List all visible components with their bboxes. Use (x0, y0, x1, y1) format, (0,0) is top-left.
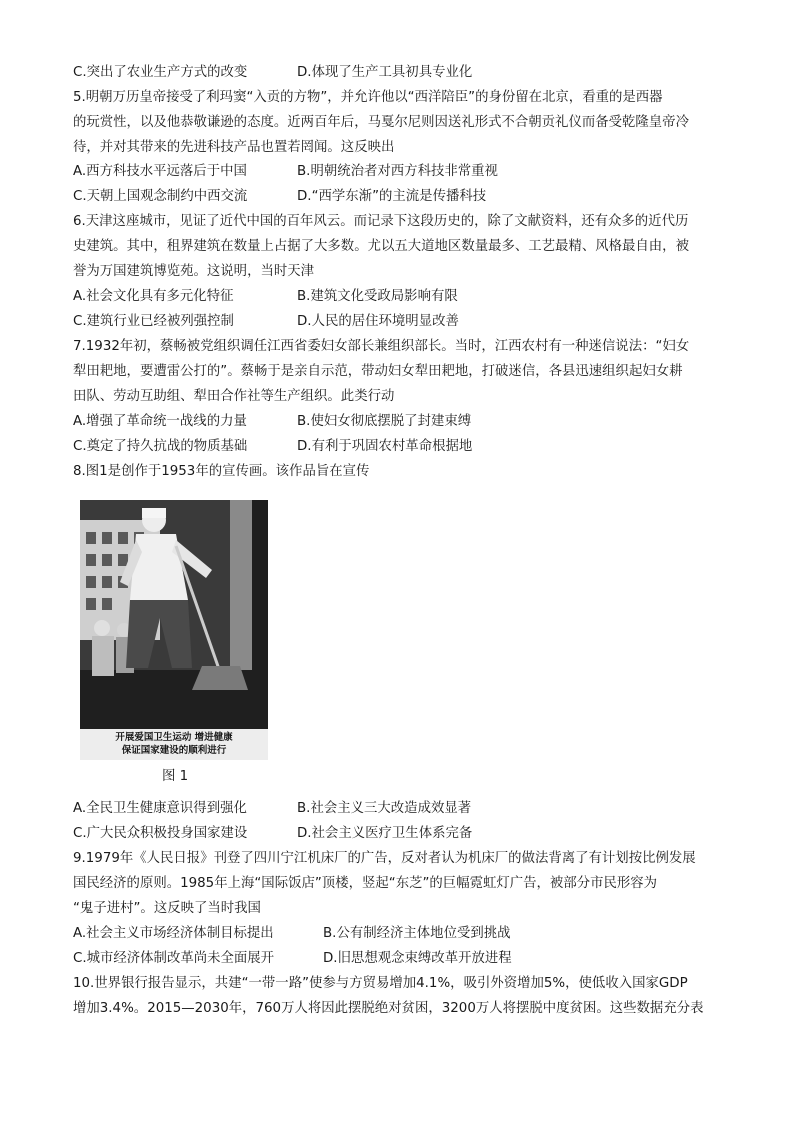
q5-stem-line-1: 5.明朝万历皇帝接受了利玛窦“入贡的方物”，并允许他以“西洋陪臣”的身份留在北京，看重的是西器 (73, 90, 663, 105)
q8-option-c[interactable]: C.广大民众积极投身国家建设 (73, 826, 248, 841)
figure-label: 图 1 (162, 769, 189, 784)
q6-option-c[interactable]: C.建筑行业已经被列强控制 (73, 314, 234, 329)
q4-option-c[interactable]: C.突出了农业生产方式的改变 (73, 65, 248, 80)
propaganda-poster-image (80, 500, 268, 760)
q7-stem-line-1: 7.1932年初，蔡畅被党组织调任江西省委妇女部长兼组织部长。当时，江西农村有一种迷信说法：“妇女 (73, 339, 690, 354)
q9-option-b[interactable]: B.公有制经济主体地位受到挑战 (323, 926, 511, 941)
q7-stem-line-3: 田队、劳动互助组、犁田合作社等生产组织。此类行动 (73, 389, 395, 404)
q6-stem-line-2: 史建筑。其中，租界建筑在数量上占据了大多数。尤以五大道地区数量最多、工艺最精、风格最自由，被 (73, 239, 689, 254)
poster-caption-band (80, 729, 268, 760)
q6-option-b[interactable]: B.建筑文化受政局影响有限 (297, 289, 458, 304)
q9-stem-line-3: “鬼子进村”。这反映了当时我国 (73, 901, 261, 916)
q5-stem-line-2: 的玩赏性，以及他恭敬谦逊的态度。近两百年后，马戛尔尼则因送礼形式不合朝贡礼仪而备受乾隆皇帝冷 (73, 115, 689, 130)
q9-option-a[interactable]: A.社会主义市场经济体制目标提出 (73, 926, 274, 941)
q8-option-d[interactable]: D.社会主义医疗卫生体系完备 (297, 826, 473, 841)
poster-artwork (80, 500, 268, 729)
q5-stem-line-3: 待，并对其带来的先进科技产品也置若罔闻。这反映出 (73, 140, 395, 155)
q7-option-b[interactable]: B.使妇女彻底摆脱了封建束缚 (297, 414, 472, 429)
q6-stem-line-3: 誉为万国建筑博览苑。这说明，当时天津 (73, 264, 315, 279)
q10-stem-line-1: 10.世界银行报告显示，共建“一带一路”使参与方贸易增加4.1%，吸引外资增加5%，使低收入国家GDP (73, 976, 688, 991)
q8-stem-line-1: 8.图1是创作于1953年的宣传画。该作品旨在宣传 (73, 464, 370, 479)
q4-option-d[interactable]: D.体现了生产工具初具专业化 (297, 65, 473, 80)
q9-stem-line-1: 9.1979年《人民日报》刊登了四川宁江机床厂的广告，反对者认为机床厂的做法背离了有计划按比例发展 (73, 851, 696, 866)
q6-stem-line-1: 6.天津这座城市，见证了近代中国的百年风云。而记录下这段历史的，除了文献资料，还有众多的近代历 (73, 214, 689, 229)
q7-option-c[interactable]: C.奠定了持久抗战的物质基础 (73, 439, 248, 454)
poster-caption-line-1: 开展爱国卫生运动 增进健康 (115, 732, 233, 743)
q8-option-b[interactable]: B.社会主义三大改造成效显著 (297, 801, 472, 816)
q7-option-a[interactable]: A.增强了革命统一战线的力量 (73, 414, 247, 429)
q9-option-d[interactable]: D.旧思想观念束缚改革开放进程 (323, 951, 512, 966)
q7-stem-line-2: 犁田耙地，要遭雷公打的”。蔡畅于是亲自示范，带动妇女犁田耙地，打破迷信，各县迅速组织起妇女耕 (73, 364, 683, 379)
q10-stem-line-2: 增加3.4%。2015—2030年，760万人将因此摆脱绝对贫困，3200万人将摆脱中度贫困。这些数据充分表 (73, 1001, 704, 1016)
poster-caption-line-2: 保证国家建设的顺利进行 (121, 745, 227, 756)
q5-option-c[interactable]: C.天朝上国观念制约中西交流 (73, 189, 248, 204)
q5-option-a[interactable]: A.西方科技水平远落后于中国 (73, 164, 247, 179)
q6-option-d[interactable]: D.人民的居住环境明显改善 (297, 314, 459, 329)
q9-stem-line-2: 国民经济的原则。1985年上海“国际饭店”顶楼，竖起“东芝”的巨幅霓虹灯广告，被部分市民形容为 (73, 876, 658, 891)
q9-option-c[interactable]: C.城市经济体制改革尚未全面展开 (73, 951, 275, 966)
q7-option-d[interactable]: D.有利于巩固农村革命根据地 (297, 439, 473, 454)
q6-option-a[interactable]: A.社会文化具有多元化特征 (73, 289, 234, 304)
q5-option-b[interactable]: B.明朝统治者对西方科技非常重视 (297, 164, 498, 179)
q5-option-d[interactable]: D.“西学东渐”的主流是传播科技 (297, 189, 487, 204)
q8-option-a[interactable]: A.全民卫生健康意识得到强化 (73, 801, 247, 816)
